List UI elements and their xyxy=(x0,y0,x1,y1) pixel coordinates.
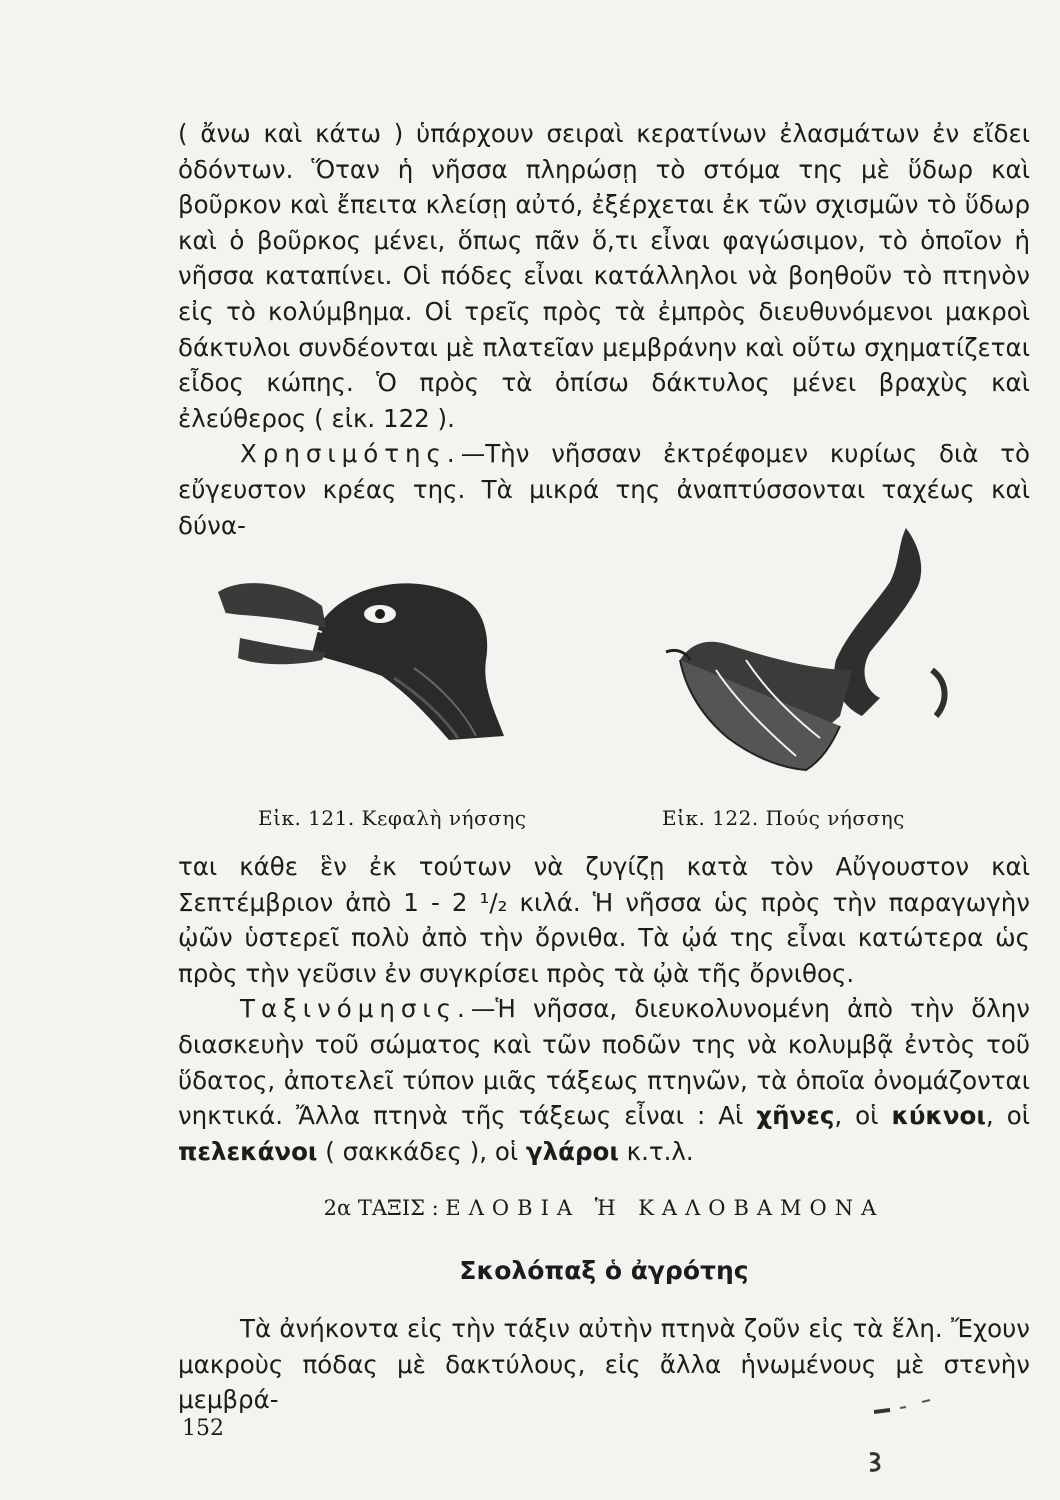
separator: , οἱ xyxy=(834,1101,892,1131)
duck-foot-illustration xyxy=(656,520,956,786)
duck-head-illustration xyxy=(214,548,514,744)
species-heading: Σκολόπαξ ὁ ἀγρότης xyxy=(459,1256,749,1285)
figure-121-caption: Εἰκ. 121. Κεφαλὴ νήσσης xyxy=(258,806,527,830)
figure-122-caption: Εἰκ. 122. Πούς νήσσης xyxy=(662,806,905,830)
paragraph-mouth-and-feet: ( ἄνω καὶ κάτω ) ὑπάρχουν σειραὶ κερατίνων ἐλασμάτων ἐν εἴδει ὀδόντων. Ὅταν ἡ νῆσσα πληρώσῃ τὸ στόμα της μὲ ὕδωρ καὶ βοῦρκον καὶ ἔπειτα κλείσῃ αὐτό, ἐξέρχεται ἐκ τῶν σχισμῶν τὸ ὕδωρ καὶ ὁ βοῦρκος μένει, ὅπως πᾶν ὅ,τι εἶναι φαγώσιμον, τὸ ὁποῖον ἡ νῆσσα καταπίνει. Οἱ πόδες εἶναι κατάλληλοι νὰ βοηθοῦν τὸ πτηνὸν εἰς τὸ κολύμβημα. Οἱ τρεῖς πρὸς τὰ ἐμπρὸς διευθυνόμενοι μακροὶ δάκτυλοι συνδέονται μὲ πλατεῖαν μεμβράνην καὶ οὕτω σχηματίζεται εἶδος κώπης. Ὁ πρὸς τὰ ὀπίσω δάκτυλος μένει βραχὺς καὶ ἐλεύθερος ( εἰκ. 122 ). xyxy=(178,119,1030,433)
scan-smudge-marks xyxy=(860,1398,960,1488)
classification-middle: ( σακκάδες ), οἱ xyxy=(317,1136,526,1166)
usefulness-text: —Τὴν νῆσσαν ἐκτρέφομεν κυρίως διὰ τὸ εὔγευστον κρέας της. Τὰ μικρά της ἀναπτύσσονται ταχέως καὶ δύνα- xyxy=(178,439,1030,540)
page-number: 152 xyxy=(182,1416,224,1441)
separator: , οἱ xyxy=(985,1101,1030,1131)
paragraph-wading-birds: Τὰ ἀνήκοντα εἰς τὴν τάξιν αὐτὴν πτηνὰ ζοῦν εἰς τὰ ἕλη. Ἔχουν μακροὺς πόδας μὲ δακτύλους, εἰς ἄλλα ἡνωμένους μὲ στενὴν μεμβρά- xyxy=(178,1314,1030,1415)
term-swans: κύκνοι xyxy=(891,1101,986,1131)
order-prefix: 2α ΤΑΞΙΣ : xyxy=(323,1196,439,1220)
term-gulls: γλάροι xyxy=(525,1136,619,1166)
classification-end: κ.τ.λ. xyxy=(618,1136,694,1166)
paragraph-classification xyxy=(178,991,1030,1169)
usefulness-label: Χρησιμότης. xyxy=(240,439,461,469)
paragraph-weight-eggs: ται κάθε ἓν ἐκ τούτων νὰ ζυγίζῃ κατὰ τὸν Αὔγουστον καὶ Σεπτέμβριον ἀπὸ 1 - 2 ¹/₂ κιλά. Ἡ νῆσσα ὡς πρὸς τὴν παραγωγὴν ᾠῶν ὑστερεῖ πολὺ ἀπὸ τὴν ὄρνιθα. Τὰ ᾠά της εἶναι κατώτερα ὡς πρὸς τὴν γεῦσιν ἐν συγκρίσει πρὸς τὰ ᾠὰ τῆς ὄρνιθος. xyxy=(178,852,1030,988)
term-geese: χῆνες xyxy=(756,1101,835,1131)
classification-text: —Ἡ νῆσσα, διευκολυνομένη ἀπὸ τὴν ὅλην διασκευὴν τοῦ σώματος καὶ τῶν ποδῶν της νὰ κολυμβᾷ ἐντὸς τοῦ ὕδατος, ἀποτελεῖ τύπον μιᾶς τάξεως πτηνῶν, τὰ ὁποῖα ὀνομάζονται νηκτικά. Ἄλλα πτηνὰ τῆς τάξεως εἶναι : Αἱ xyxy=(178,994,1030,1131)
text-block-bottom xyxy=(178,849,1030,1169)
classification-label: Ταξινόμησις. xyxy=(240,994,471,1024)
order-heading xyxy=(178,1196,1030,1220)
term-pelicans: πελεκάνοι xyxy=(178,1136,318,1166)
order-name: ΕΛΟΒΙΑ Ἡ ΚΑΛΟΒΑΜΟΝΑ xyxy=(445,1196,885,1220)
text-block-top xyxy=(178,116,1030,543)
